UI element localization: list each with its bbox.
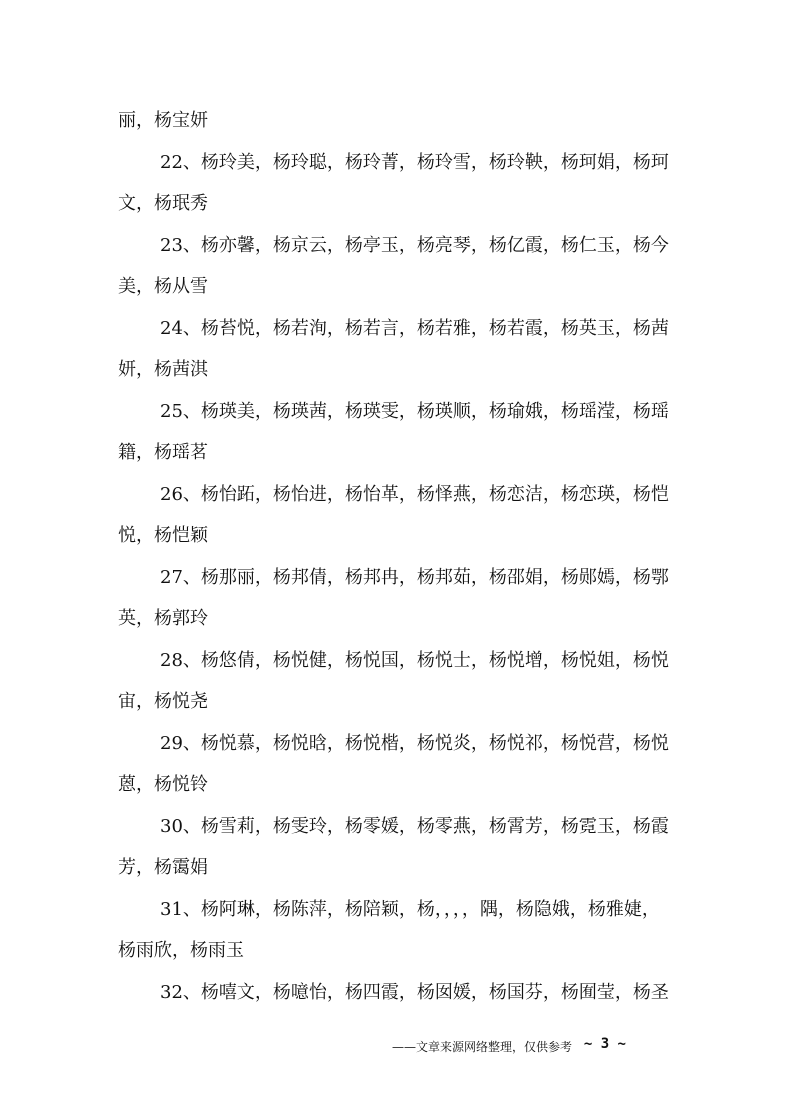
text-line: 27、杨那丽，杨邦倩，杨邦冉，杨邦茹，杨邵娟，杨郧嫣，杨鄂 xyxy=(160,566,669,588)
text-line: 妍，杨茜淇 xyxy=(118,359,208,380)
text-line: 29、杨悦慕，杨悦晗，杨悦楷，杨悦炎，杨悦祁，杨悦营，杨悦 xyxy=(160,732,669,754)
text-line: 美，杨从雪 xyxy=(118,276,208,297)
text-line: 24、杨苔悦，杨若洵，杨若言，杨若雅，杨若霞，杨英玉，杨茜 xyxy=(160,317,669,339)
page-footer xyxy=(392,1034,652,1058)
text-line: 23、杨亦馨，杨京云，杨亭玉，杨亮琴，杨亿霞，杨仁玉，杨今 xyxy=(160,234,669,256)
text-line: 宙，杨悦尧 xyxy=(118,691,208,712)
text-line: 籍，杨瑶茗 xyxy=(118,442,208,463)
text-line: 31、杨阿琳，杨陈萍，杨陪颖，杨，，，，隅，杨隐娥，杨雅婕， xyxy=(160,898,660,920)
text-line: 26、杨怡跖，杨怡进，杨怡革，杨怿燕，杨恋洁，杨恋瑛，杨恺 xyxy=(160,483,669,505)
text-line: 32、杨嘻文，杨噫怡，杨四霞，杨囡媛，杨国芬，杨囿莹，杨圣 xyxy=(160,981,669,1003)
text-line: 杨雨欣，杨雨玉 xyxy=(118,940,244,961)
text-line: 30、杨雪莉，杨雯玲，杨零媛，杨零燕，杨霄芳，杨霓玉，杨霞 xyxy=(160,815,669,837)
text-line: 文，杨珉秀 xyxy=(118,193,208,214)
document-body xyxy=(118,100,680,1013)
text-line: 丽，杨宝妍 xyxy=(118,110,208,131)
text-line: 蒽，杨悦铃 xyxy=(118,774,208,795)
text-line: 22、杨玲美，杨玲聪，杨玲菁，杨玲雪，杨玲鞅，杨珂娟，杨珂 xyxy=(160,151,669,173)
text-line: 悦，杨恺颖 xyxy=(118,525,208,546)
text-line: 英，杨郭玲 xyxy=(118,608,208,629)
page-number: ~ 3 ~ xyxy=(583,1035,626,1052)
text-line: 芳，杨霭娟 xyxy=(118,857,208,878)
text-line: 25、杨瑛美，杨瑛茜，杨瑛雯，杨瑛顺，杨瑜娥，杨瑶滢，杨瑶 xyxy=(160,400,669,422)
text-line: 28、杨悠倩，杨悦健，杨悦国，杨悦士，杨悦增，杨悦姐，杨悦 xyxy=(160,649,669,671)
source-note: ——文章来源网络整理，仅供参考 xyxy=(392,1039,573,1054)
